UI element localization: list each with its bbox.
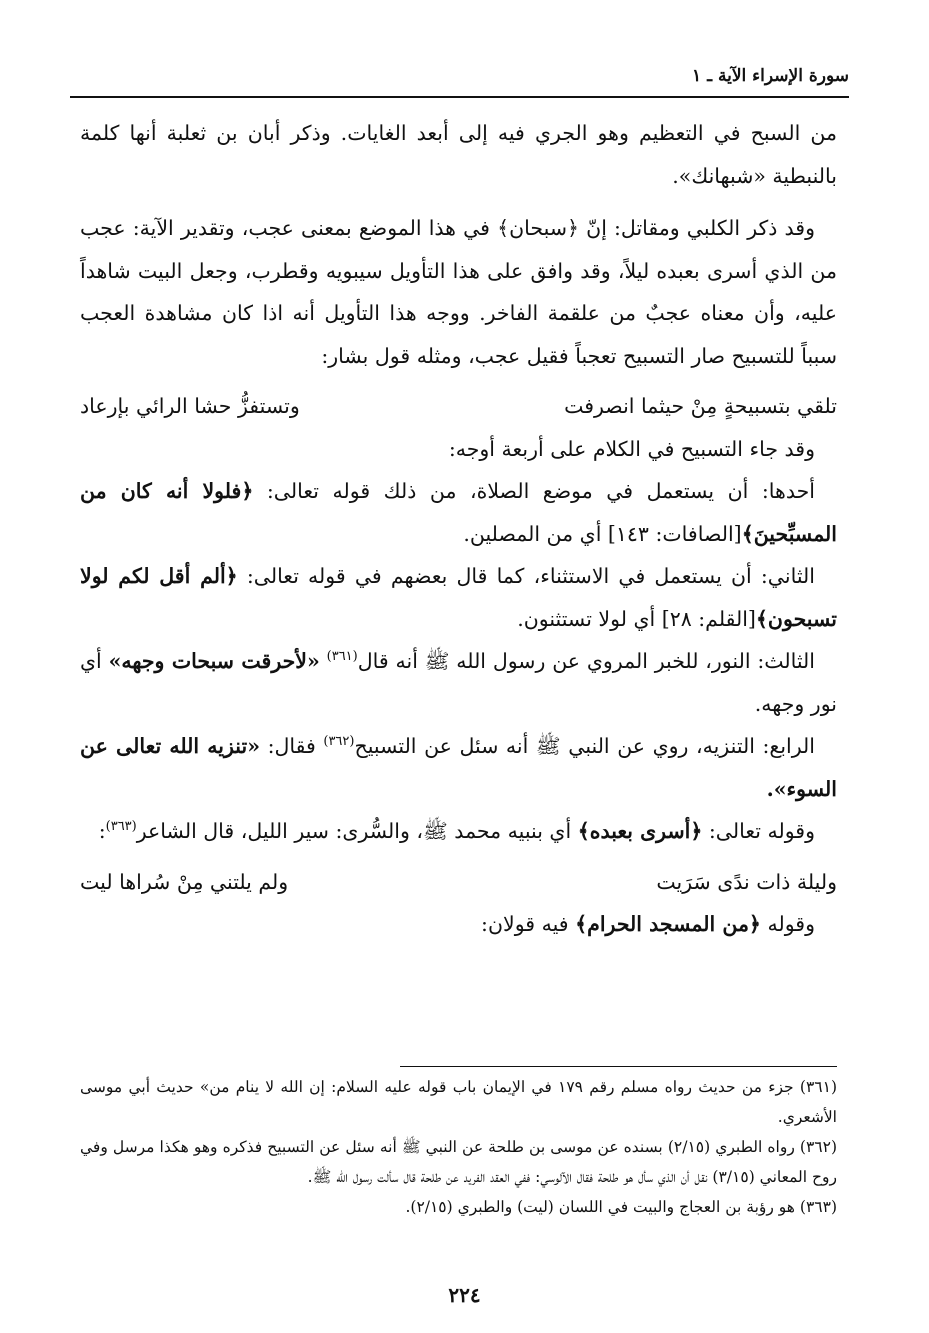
- poem-verse-1-second-hemistich: وتستفزُّ حشا الرائي بإرعاد: [80, 394, 300, 418]
- footnote-363: (٣٦٣) هو رؤبة بن العجاج والبيت في اللسان (ليت) والطبري (٢/١٥).: [405, 1198, 837, 1216]
- footnote-ref-361: (٣٦١): [326, 649, 358, 665]
- footnote-361: (٣٦١) جزء من حديث رواه مسلم رقم ١٧٩ في الإيمان باب قوله عليه السلام: إن الله لا ينام من» حديث أبي موسى الأشعري.: [80, 1078, 837, 1126]
- paragraph-8-explanation: أي بنبيه محمد ﷺ، والسُّرى: سير الليل، قال الشاعر: [136, 819, 578, 843]
- quran-quote-4: ﴿من المسجد الحرام﴾: [575, 912, 761, 936]
- main-text: [80, 112, 837, 946]
- paragraph-1: من السبح في التعظيم وهو الجري فيه إلى أبعد الغايات. وذكر أبان بن ثعلبة أنها كلمة بالنبطية «شبهانك».: [80, 121, 837, 188]
- paragraph-9-end: فيه قولان:: [481, 912, 576, 936]
- poem-verse-2: [80, 861, 837, 904]
- paragraph-8-colon: :: [98, 819, 106, 843]
- paragraph-5-text: الثاني: أن يستعمل في الاستثناء، كما قال بعضهم في قوله تعالى:: [237, 564, 815, 588]
- paragraph-4: [80, 470, 837, 555]
- hadith-quote-2: «تنزيه الله تعالى عن السوء».: [80, 734, 837, 801]
- paragraph-2: وقد ذكر الكلبي ومقاتل: إنّ ﴿سبحان﴾ في هذا الموضع بمعنى عجب، وتقدير الآية: عجب من الذي أسرى بعبده ليلاً، وقد وافق على هذا التأويل سيبويه وقطرب، وجعل البيت شاهداً عليه، وأن معناه عجبٌ من علقمة الفاخر. ووجه هذا التأويل أنه اذا كان مشاهدة العجب سبباً للتسبيح صار التسبيح تعجباً فقيل عجب، ومثله قول بشار:: [80, 216, 837, 368]
- paragraph-5: [80, 555, 837, 640]
- footnote-362: (٣٦٢) رواه الطبري (٢/١٥) بسنده عن موسى بن طلحة عن النبي ﷺ أنه سئل عن التسبيح فذكره وهو هكذا مرسل وفي روح المعاني (٣/١٥) نقل أن الذي سأل هو طلحة فقال الآلوسي: ففي العقد الفريد عن طلحة قال سألت رسول الله ﷺ.: [80, 1138, 837, 1186]
- quran-quote-3: ﴿أسرى بعبده﴾: [577, 819, 703, 843]
- quran-quote-2: ﴿ألم أقل لكم لولا تسبحون﴾: [80, 564, 837, 631]
- footnote-divider: [400, 1066, 837, 1067]
- paragraph-6: [80, 640, 837, 725]
- paragraph-9: [80, 903, 837, 946]
- paragraph-7: [80, 725, 837, 810]
- footnotes: [80, 1072, 837, 1222]
- paragraph-3: وقد جاء التسبيح في الكلام على أربعة أوجه:: [448, 436, 815, 461]
- paragraph-4-citation: [الصافات: ١٤٣] أي من المصلين.: [463, 521, 742, 546]
- paragraph-8: [80, 810, 837, 853]
- header-title: سورة الإسراء الآية ـ ١: [692, 66, 849, 86]
- poem-verse-1-first-hemistich: تلقي بتسبيحةٍ مِنْ حيثما انصرفت: [564, 394, 837, 418]
- running-header: [70, 64, 849, 98]
- paragraph-4-text: أحدها: أن يستعمل في موضع الصلاة، من ذلك قوله تعالى:: [253, 479, 815, 503]
- poem-verse-1: [80, 385, 837, 428]
- paragraph-6-explanation: أي نور وجهه.: [80, 649, 837, 716]
- hadith-quote-1: «لأحرقت سبحات وجهه»: [108, 649, 320, 673]
- quran-quote-1: ﴿فلولا أنه كان من المسبِّحينَ﴾: [80, 479, 837, 546]
- paragraph-9-text: وقوله: [760, 912, 815, 936]
- footnote-ref-362: (٣٦٢): [323, 734, 355, 750]
- paragraph-7-said: فقال:: [260, 734, 324, 758]
- paragraph-5-citation: [القلم: ٢٨] أي لولا تستثنون.: [517, 606, 756, 631]
- poem-verse-2-second-hemistich: ولم يلتني مِنْ سُراها ليت: [80, 869, 289, 894]
- paragraph-7-text: الرابع: التنزيه، روي عن النبي ﷺ أنه سئل عن التسبيح: [354, 734, 815, 758]
- paragraph-6-text: الثالث: النور، للخبر المروي عن رسول الله ﷺ أنه قال: [357, 649, 815, 673]
- page-number: ٢٢٤: [448, 1283, 481, 1307]
- poem-verse-2-first-hemistich: وليلة ذات ندًى سَرَيت: [656, 869, 837, 894]
- paragraph-8-text: وقوله تعالى:: [702, 819, 815, 843]
- footnote-ref-363: (٣٦٣): [105, 819, 137, 835]
